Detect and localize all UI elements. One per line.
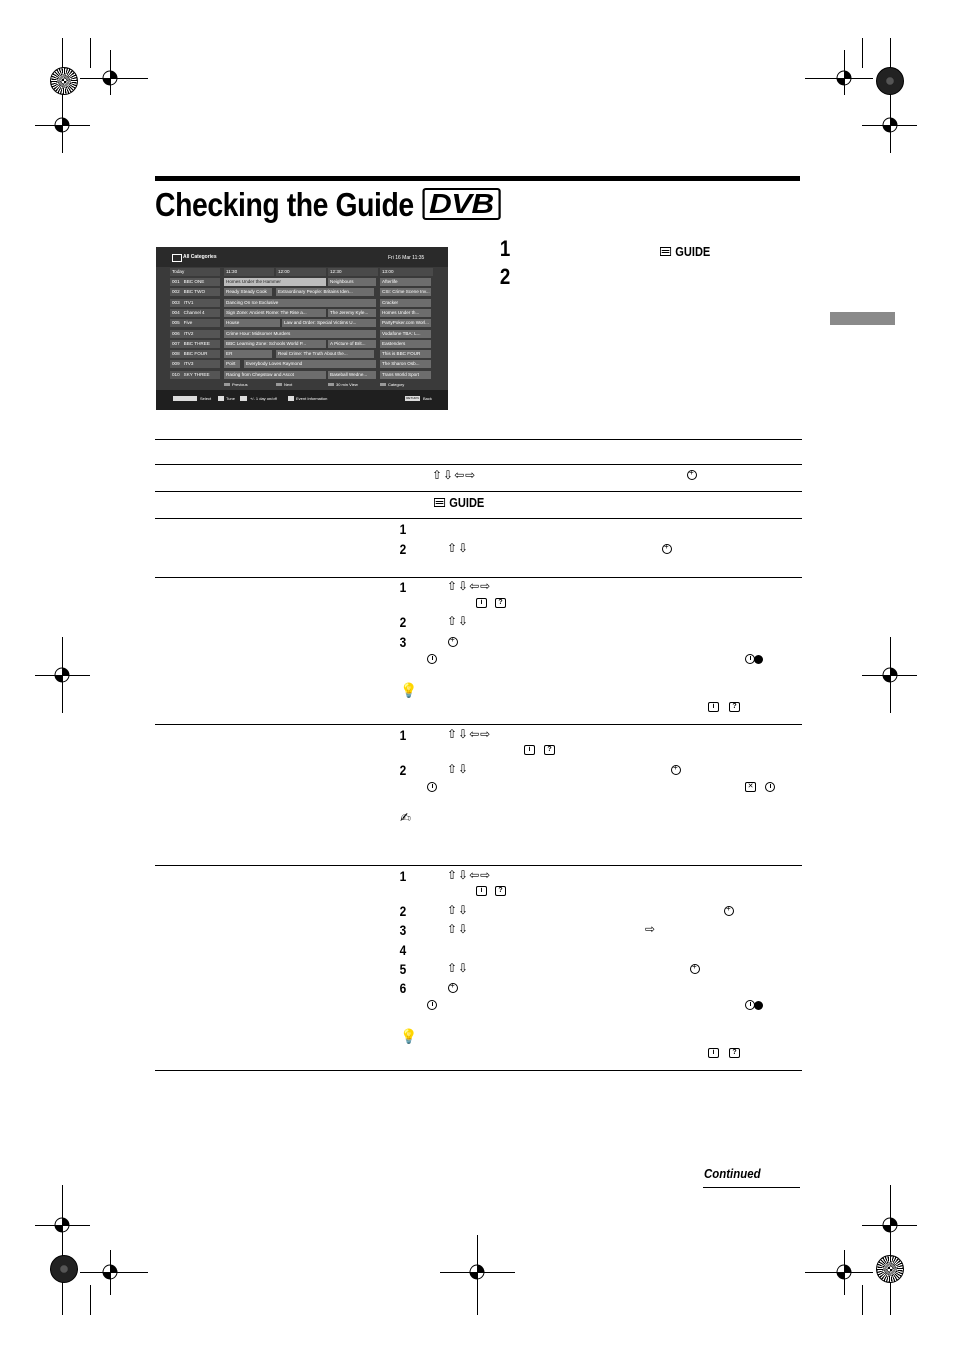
guide-channel-row[interactable] [170, 371, 433, 380]
registration-mark-icon [99, 67, 121, 89]
guide-time: 12:00 [276, 268, 326, 276]
table-rule [155, 865, 802, 866]
guide-programme[interactable]: The Sharon Osb... [380, 360, 431, 368]
registration-mark-icon [466, 1261, 488, 1283]
guide-programme[interactable]: Homes Under the Hammer [224, 278, 326, 286]
guide-channel-name: ITV2 [183, 330, 194, 336]
guide-programme[interactable]: Baseball Wedne... [328, 371, 376, 379]
table-rule [155, 439, 802, 440]
registration-mark-icon [833, 67, 855, 89]
cancel-timer-icon: ✕ [745, 782, 756, 792]
footer-back: Back [423, 396, 432, 401]
help-button-icon: ? [495, 598, 506, 608]
footer-day: +/- 1 day on/off [250, 396, 277, 401]
guide-programme[interactable]: ER [224, 350, 272, 358]
ok-button-icon [671, 765, 681, 775]
help-button-icon: ? [729, 702, 740, 712]
table-rule [155, 518, 802, 519]
ok-button-icon [724, 906, 734, 916]
guide-channel-number: 005 [172, 320, 180, 326]
arrow-keys-icon: ⇧⇩ [447, 762, 470, 776]
colour-target-icon [50, 1255, 78, 1283]
arrow-keys-icon: ⇧⇩⇦⇨ [447, 868, 492, 882]
ok-button-icon [662, 544, 672, 554]
guide-programme[interactable]: Vodafone TBA: L... [380, 330, 431, 338]
info-button-icon: i [708, 1048, 719, 1058]
guide-programme[interactable]: Ready Steady Cook [224, 288, 272, 296]
guide-channel [170, 299, 220, 307]
record-dot-icon [754, 1001, 763, 1010]
step-number: 6 [399, 980, 407, 996]
guide-channel-row[interactable] [170, 340, 433, 349]
clock-icon [427, 654, 437, 664]
day-button-icon [240, 396, 247, 401]
table-rule [155, 464, 802, 465]
guide-channel-row[interactable] [170, 299, 433, 308]
guide-button-label [660, 244, 710, 259]
guide-channel [170, 371, 220, 379]
guide-programme[interactable]: Extraordinary People: Britains Iden... [276, 288, 374, 296]
arrow-keys-icon [173, 396, 197, 401]
guide-channel-row[interactable] [170, 309, 433, 318]
guide-programme[interactable]: Trans World Sport [380, 371, 431, 379]
guide-screen-footer [156, 390, 448, 410]
guide-programme[interactable]: The Jeremy Kyle... [328, 309, 376, 317]
step-number: 1 [499, 236, 511, 261]
guide-programme[interactable]: Sign Zone: Ancient Rome: The Rise a... [224, 309, 326, 317]
step-number: 2 [399, 903, 407, 919]
guide-today: Today [170, 268, 220, 276]
registration-mark-icon [51, 114, 73, 136]
guide-channel-name: BBC ONE [183, 279, 205, 284]
guide-button-label [434, 495, 484, 510]
record-dot-icon [754, 655, 763, 664]
guide-programme[interactable]: House [224, 319, 280, 327]
blue-key-icon [380, 383, 386, 386]
arrow-keys-icon: ⇧⇩ [447, 961, 470, 975]
guide-programme[interactable]: Real Crime: The Truth About the... [276, 350, 374, 358]
guide-channel-number: 003 [172, 299, 180, 305]
guide-channel-number: 002 [172, 289, 180, 295]
registration-mark-icon [833, 1261, 855, 1283]
green-key-icon [276, 383, 282, 386]
registration-mark-icon [879, 664, 901, 686]
guide-channel-name: Channel 4 [183, 309, 205, 315]
page-title-text: Checking the Guide [155, 186, 414, 223]
guide-time-row [170, 268, 433, 277]
guide-channel [170, 340, 220, 348]
step-number: 1 [399, 521, 407, 537]
guide-channel-name: Five [183, 320, 193, 326]
step-number: 3 [399, 634, 407, 650]
guide-channel [170, 288, 220, 296]
pencil-icon: ✍ [400, 810, 411, 825]
arrow-keys-icon: ⇧⇩⇦⇨ [447, 727, 492, 741]
guide-channel [170, 360, 220, 368]
guide-time: 12:30 [328, 268, 378, 276]
guide-programme[interactable]: BBC Learning Zone: Schools World P... [224, 340, 326, 348]
step-number: 2 [399, 762, 407, 778]
guide-icon [434, 498, 445, 507]
registration-mark-icon [879, 114, 901, 136]
info-button-icon [288, 396, 294, 401]
registration-mark-icon [51, 1214, 73, 1236]
section-tab [830, 312, 895, 325]
step-number: 2 [499, 264, 511, 289]
guide-programme[interactable]: Crime Hour: Midsomer Murders [224, 330, 376, 338]
key-30min: 30 min View [336, 382, 358, 387]
guide-text: GUIDE [449, 495, 485, 510]
guide-channel-row[interactable] [170, 319, 433, 328]
guide-channel [170, 309, 220, 317]
lightbulb-icon: 💡 [400, 1028, 418, 1044]
step-number: 4 [399, 942, 407, 958]
guide-channel-name: ITV1 [183, 299, 194, 305]
info-button-icon: i [708, 702, 719, 712]
guide-programme[interactable]: Eastenders [380, 340, 431, 348]
guide-category: All Categories [183, 254, 217, 260]
guide-channel-number: 007 [172, 340, 180, 346]
ok-button-icon [218, 396, 224, 401]
guide-channel-name: SKY THREE [183, 371, 210, 377]
guide-programme[interactable]: Cracker [380, 299, 431, 307]
return-button-icon: RETURN [406, 396, 419, 400]
guide-channel [170, 319, 220, 327]
guide-datetime: Fri 16 Mar 11:35 [388, 255, 425, 261]
guide-channel-number: 004 [172, 309, 180, 315]
info-button-icon: i [476, 598, 487, 608]
key-previous: Previous [232, 382, 248, 387]
key-category: Category [388, 382, 405, 387]
guide-time: 11:30 [224, 268, 274, 276]
footer-select: Select [200, 396, 212, 401]
continued-label: Continued [704, 1166, 761, 1181]
table-rule [155, 1070, 802, 1071]
guide-channel [170, 330, 220, 338]
guide-channel-name: ITV3 [183, 361, 194, 367]
clock-icon [427, 1000, 437, 1010]
guide-channel-number: 001 [172, 279, 180, 284]
info-button-icon: i [476, 886, 487, 896]
guide-programme[interactable]: Everybody Loves Raymond [244, 360, 376, 368]
guide-programme[interactable]: A Picture of Brit... [328, 340, 376, 348]
arrow-keys-icon: ⇧⇩ [447, 614, 470, 628]
step-number: 1 [399, 868, 407, 884]
page-title [155, 186, 494, 224]
guide-programme[interactable]: Homes Under th... [380, 309, 431, 317]
guide-channel-name: BBC TWO [183, 289, 206, 295]
arrow-keys-icon: ⇧⇩⇦⇨ [432, 468, 477, 482]
lightbulb-icon: 💡 [400, 682, 418, 698]
guide-programme[interactable]: Neighbours [328, 278, 376, 286]
dvb-logo: DVB [422, 188, 500, 220]
registration-mark-icon [51, 664, 73, 686]
table-rule [155, 491, 802, 492]
step-number: 5 [399, 961, 407, 977]
guide-channel-number: 009 [172, 361, 180, 367]
ok-button-icon [687, 470, 697, 480]
clock-icon [427, 782, 437, 792]
guide-programme[interactable]: Afterlife [380, 278, 431, 286]
red-key-icon [224, 383, 230, 386]
guide-programme[interactable]: CSI: Crime Scene Inv... [382, 289, 430, 295]
guide-programme[interactable]: PartyPoker.com Worl... [380, 319, 431, 327]
guide-channel-row[interactable] [170, 288, 433, 297]
step-number: 3 [399, 922, 407, 938]
step-number: 2 [399, 541, 407, 557]
guide-channel [170, 278, 220, 286]
colour-target-icon [50, 67, 78, 95]
registration-mark-icon [99, 1261, 121, 1283]
guide-text: GUIDE [675, 244, 711, 259]
guide-time: 13:00 [380, 268, 433, 276]
guide-screen [156, 247, 448, 410]
guide-programme[interactable]: Racing from Chepstow and Ascot [224, 371, 326, 379]
colour-target-icon [876, 1255, 904, 1283]
guide-programme[interactable]: Law and Order: Special Victims U... [282, 319, 376, 327]
guide-channel-name: BBC THREE [183, 340, 210, 346]
step-number: 2 [399, 614, 407, 630]
colour-key-row [170, 381, 433, 390]
guide-channel-row[interactable] [170, 278, 433, 287]
ok-button-icon [690, 964, 700, 974]
guide-channel [170, 350, 220, 358]
guide-channel-number: 008 [172, 351, 180, 357]
colour-target-icon [876, 67, 904, 95]
help-button-icon: ? [729, 1048, 740, 1058]
clock-icon [765, 782, 775, 792]
continued-rule [703, 1187, 800, 1188]
guide-channel-number: 010 [172, 371, 180, 377]
footer-info: Event Information [296, 396, 328, 401]
help-button-icon: ? [495, 886, 506, 896]
info-button-icon: i [524, 745, 535, 755]
guide-channel-row[interactable] [170, 350, 433, 359]
guide-icon [172, 254, 182, 262]
title-rule [155, 176, 800, 181]
yellow-key-icon [328, 383, 334, 386]
step-number: 1 [399, 579, 407, 595]
arrow-keys-icon: ⇧⇩ [447, 922, 470, 936]
guide-programme[interactable]: Dancing On Ice Exclusive [224, 299, 376, 307]
help-button-icon: ? [544, 745, 555, 755]
ok-button-icon [448, 983, 458, 993]
arrow-keys-icon: ⇧⇩ [447, 903, 470, 917]
guide-channel-name: BBC FOUR [183, 351, 208, 357]
arrow-right-icon: ⇨ [645, 922, 657, 936]
step-number: 1 [399, 727, 407, 743]
guide-icon [660, 247, 671, 256]
ok-button-icon [448, 637, 458, 647]
table-rule [155, 724, 802, 725]
guide-channel-row[interactable] [170, 360, 433, 369]
guide-programme[interactable]: This is BBC FOUR [380, 350, 431, 358]
guide-channel-number: 006 [172, 330, 180, 336]
guide-programme[interactable]: Poirt [224, 360, 240, 368]
table-rule [155, 577, 802, 578]
registration-mark-icon [879, 1214, 901, 1236]
guide-channel-row[interactable] [170, 330, 433, 339]
arrow-keys-icon: ⇧⇩⇦⇨ [447, 579, 492, 593]
footer-tune: Tune [226, 396, 235, 401]
key-next: Next [284, 382, 293, 387]
arrow-keys-icon: ⇧⇩ [447, 541, 470, 555]
